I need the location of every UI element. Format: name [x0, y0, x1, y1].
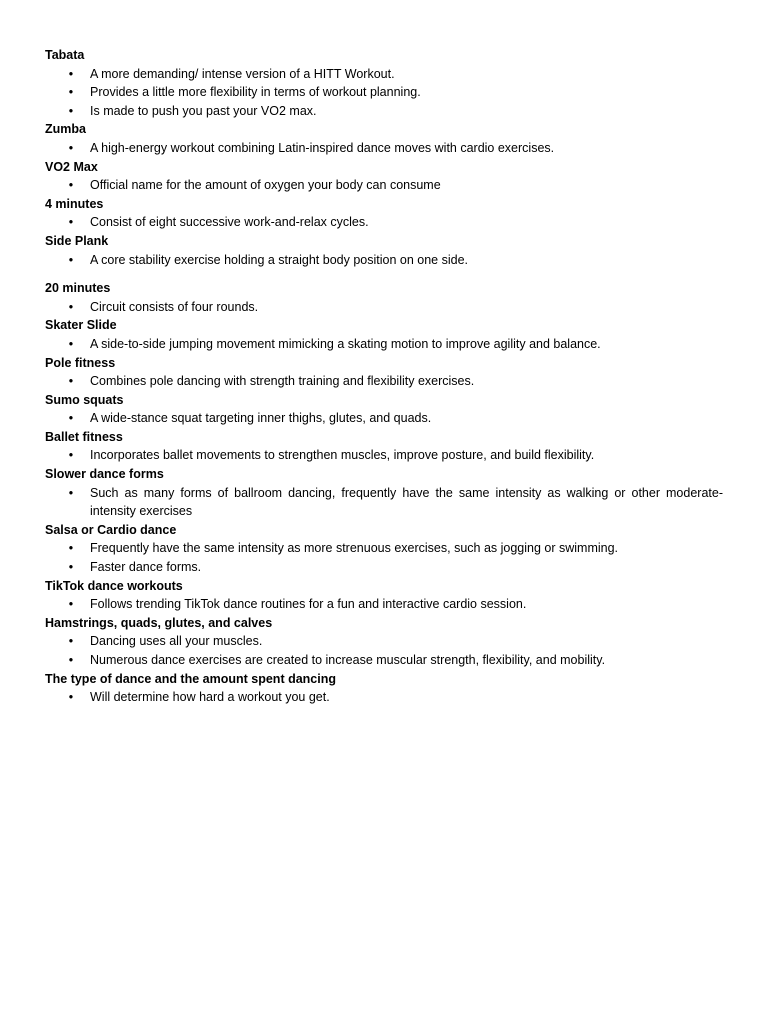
term-heading: Side Plank: [45, 233, 109, 248]
list-item-text: A core stability exercise holding a straight body position on one side.: [90, 252, 469, 267]
list-item: [45, 595, 723, 614]
list-item-text: A high-energy workout combining Latin-inspired dance moves with cardio exercises.: [90, 140, 555, 155]
term-heading: Sumo squats: [45, 392, 124, 407]
bullet-list: [45, 251, 723, 270]
bullet-icon: •: [68, 690, 74, 705]
list-item: [45, 139, 723, 158]
list-item-text: Circuit consists of four rounds.: [90, 299, 259, 314]
term-heading: The type of dance and the amount spent dancing: [45, 671, 336, 686]
bullet-list: [45, 139, 723, 158]
section-pole-fitness: [45, 354, 723, 391]
bullet-icon: •: [68, 299, 74, 314]
bullet-list: [45, 539, 723, 576]
list-item-text: A wide-stance squat targeting inner thighs, glutes, and quads.: [90, 411, 432, 426]
section-tiktok-dance-workouts: [45, 577, 723, 614]
section-skater-slide: [45, 316, 723, 353]
list-item: [45, 176, 723, 195]
bullet-icon: •: [68, 374, 74, 389]
list-item: [45, 65, 723, 84]
list-item-text: Will determine how hard a workout you get.: [90, 690, 330, 705]
list-item-text: Is made to push you past your VO2 max.: [90, 103, 317, 118]
bullet-list: [45, 372, 723, 391]
term-heading: 20 minutes: [45, 281, 111, 296]
list-item-text: Dancing uses all your muscles.: [90, 634, 263, 649]
list-item: [45, 213, 723, 232]
term-heading: Skater Slide: [45, 318, 117, 333]
bullet-list: [45, 65, 723, 121]
term-heading: VO2 Max: [45, 159, 98, 174]
list-item-text: Provides a little more flexibility in terms of workout planning.: [90, 85, 421, 100]
bullet-icon: •: [68, 411, 74, 426]
list-item-text: Follows trending TikTok dance routines for a fun and interactive cardio session.: [90, 597, 527, 612]
list-item-text: Consist of eight successive work-and-relax cycles.: [90, 215, 369, 230]
bullet-icon: •: [68, 178, 74, 193]
bullet-list: [45, 213, 723, 232]
list-item-text: Combines pole dancing with strength training and flexibility exercises.: [90, 374, 475, 389]
bullet-list: [45, 298, 723, 317]
bullet-list: [45, 446, 723, 465]
list-item: [45, 372, 723, 391]
list-item-text: Official name for the amount of oxygen your body can consume: [90, 178, 441, 193]
section-tabata: [45, 46, 723, 120]
section-salsa-or-cardio-dance: [45, 521, 723, 577]
bullet-list: [45, 484, 723, 521]
section-slower-dance-forms: [45, 465, 723, 521]
term-heading: Tabata: [45, 48, 85, 62]
section-type-of-dance: [45, 670, 723, 707]
term-heading: Ballet fitness: [45, 429, 123, 444]
bullet-icon: •: [68, 653, 74, 667]
bullet-icon: •: [68, 560, 74, 575]
bullet-icon: •: [68, 215, 74, 230]
section-ballet-fitness: [45, 428, 723, 465]
bullet-list: [45, 176, 723, 195]
bullet-list: [45, 335, 723, 354]
bullet-icon: •: [68, 252, 74, 267]
list-item: [45, 83, 723, 102]
list-item: [45, 251, 723, 270]
bullet-list: [45, 688, 723, 707]
bullet-icon: •: [68, 448, 74, 463]
term-heading: Zumba: [45, 122, 86, 137]
section-zumba: [45, 120, 723, 157]
term-heading: TikTok dance workouts: [45, 578, 183, 593]
bullet-icon: •: [68, 140, 74, 155]
bullet-icon: •: [68, 541, 74, 556]
section-hamstrings-quads-glutes-calves: [45, 614, 723, 670]
list-item: [45, 335, 723, 354]
bullet-icon: •: [68, 634, 74, 649]
list-item-text: A more demanding/ intense version of a HITT Workout.: [90, 66, 395, 81]
list-item: [45, 102, 723, 121]
list-item: [45, 298, 723, 317]
list-item: [45, 409, 723, 428]
bullet-icon: •: [68, 485, 74, 500]
bullet-icon: •: [68, 66, 74, 81]
section-side-plank: [45, 232, 723, 269]
term-heading: 4 minutes: [45, 196, 104, 211]
term-heading: Salsa or Cardio dance: [45, 522, 177, 537]
term-heading: Slower dance forms: [45, 467, 164, 482]
list-item-text: Frequently have the same intensity as more strenuous exercises, such as jogging or swimming.: [90, 541, 619, 556]
term-heading: Pole fitness: [45, 355, 116, 370]
bullet-icon: •: [68, 597, 74, 612]
list-item: [45, 688, 723, 707]
bullet-icon: •: [68, 336, 74, 351]
list-item-text: A side-to-side jumping movement mimicking a skating motion to improve agility and balance.: [90, 336, 601, 351]
list-item: [45, 558, 723, 577]
list-item-text: Incorporates ballet movements to strengthen muscles, improve posture, and build flexibility.: [90, 448, 595, 463]
bullet-list: [45, 409, 723, 428]
list-item: [45, 632, 723, 651]
list-item-text: Faster dance forms.: [90, 560, 202, 575]
section-sumo-squats: [45, 391, 723, 428]
bullet-list: [45, 595, 723, 614]
list-item-text: Numerous dance exercises are created to increase muscular strength, flexibility, and mobility.: [90, 653, 606, 667]
bullet-icon: •: [68, 103, 74, 118]
list-item: [45, 651, 723, 670]
list-item: [45, 539, 723, 558]
document-page: [45, 46, 723, 707]
section-4-minutes: [45, 195, 723, 232]
term-heading: Hamstrings, quads, glutes, and calves: [45, 615, 273, 630]
section-vo2-max: [45, 158, 723, 195]
list-item-text: Such as many forms of ballroom dancing, frequently have the same intensity as walking or other moderate-intensity exercises: [90, 485, 723, 519]
bullet-list: [45, 632, 723, 669]
section-20-minutes: [45, 279, 723, 316]
bullet-icon: •: [68, 85, 74, 100]
list-item: [45, 446, 723, 465]
list-item: [45, 484, 723, 521]
